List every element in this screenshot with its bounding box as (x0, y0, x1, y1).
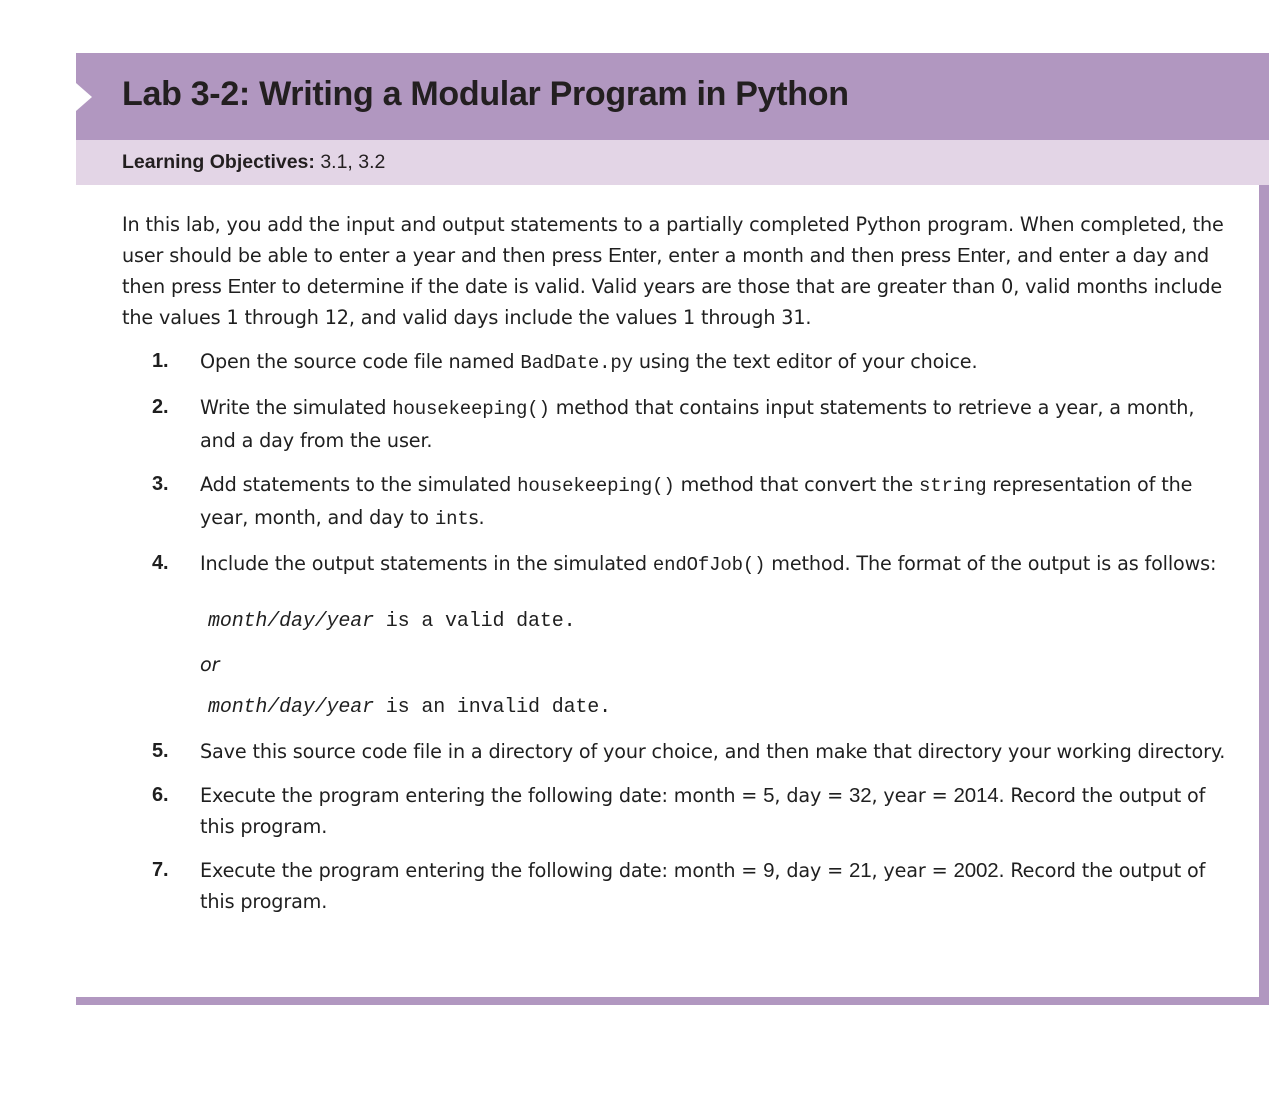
step-text: , day = (774, 784, 849, 807)
step-text: method that convert the (674, 473, 920, 496)
intro-paragraph (122, 209, 1234, 333)
year-value: 2002 (953, 859, 999, 882)
intro-text-3: , and enter a day and then press (122, 244, 1210, 298)
step-4 (122, 548, 1234, 723)
step-text: method that contains input statements to retrieve a year, a month, and a day from the user. (200, 396, 1195, 452)
enter-key-1: Enter (608, 244, 657, 267)
enter-key-2: Enter (956, 244, 1006, 267)
month-value: 5 (763, 784, 775, 807)
objectives-value: 3.1, 3.2 (320, 151, 386, 173)
step-text: Execute the program entering the following date: month = (200, 859, 764, 882)
day-value: 21 (849, 859, 872, 882)
sample-output-invalid (208, 692, 1234, 723)
step-text: , year = (871, 784, 954, 807)
objectives-label: Learning Objectives: (122, 151, 315, 173)
lab-box (76, 53, 1269, 1005)
step-text: representation of the year, month, and day to (200, 473, 1193, 529)
step-6 (122, 780, 1234, 842)
code-type: int (434, 508, 469, 530)
year-value: 2014 (953, 784, 999, 807)
month-value: 9 (763, 859, 775, 882)
step-number: 2. (152, 396, 169, 418)
sample-variable: month/day/year (208, 696, 374, 719)
step-text: Add statements to the simulated (200, 473, 518, 496)
step-text: Execute the program entering the following date: month = (200, 784, 764, 807)
learning-objectives (122, 151, 385, 174)
step-number: 6. (152, 784, 169, 806)
or-separator: or (200, 653, 220, 676)
code-method: endOfJob() (652, 554, 766, 576)
step-1 (122, 346, 1234, 379)
step-text: , day = (774, 859, 849, 882)
step-5 (122, 736, 1234, 767)
step-text: Include the output statements in the simulated (200, 552, 653, 575)
sample-variable: month/day/year (208, 610, 374, 633)
enter-key-3: Enter (227, 275, 276, 298)
step-text: Write the simulated (200, 396, 393, 419)
step-number: 4. (152, 552, 169, 574)
step-number: 3. (152, 473, 169, 495)
title-bar (76, 53, 1269, 140)
step-text: , year = (871, 859, 954, 882)
steps-list (122, 346, 1234, 917)
title-notch-marker (76, 83, 92, 111)
sample-output-valid (208, 606, 1234, 637)
step-text: Save this source code file in a directory of your choice, and then make that directory your working directory. (200, 740, 1226, 763)
step-text: method. The format of the output is as follows: (765, 552, 1217, 575)
step-text: using the text editor of your choice. (632, 350, 978, 373)
code-method: housekeeping() (392, 398, 550, 420)
step-number: 7. (152, 859, 169, 881)
code-filename: BadDate.py (520, 352, 633, 374)
page-title: Lab 3-2: Writing a Modular Program in Python (122, 75, 849, 113)
intro-text-2: , enter a month and then press (656, 244, 957, 267)
step-2 (122, 392, 1234, 456)
step-number: 1. (152, 350, 169, 372)
step-7 (122, 855, 1234, 917)
step-3 (122, 469, 1234, 535)
step-text: Open the source code file named (200, 350, 521, 373)
intro-text-1: In this lab, you add the input and output statements to a partially completed Python program. When completed, the user should be able to enter a year and then press (122, 213, 1224, 267)
objectives-bar (76, 140, 1269, 185)
step-text: s. (468, 506, 485, 529)
intro-text-4: to determine if the date is valid. Valid years are those that are greater than 0, valid months include the values 1 through 12, and valid days include the values 1 through 31. (122, 275, 1223, 329)
step-number: 5. (152, 740, 169, 762)
step-text: . Record the output of this program. (200, 784, 1206, 838)
sample-text: is a valid date. (373, 610, 576, 633)
bottom-border (76, 997, 1269, 1005)
lab-content (122, 209, 1234, 930)
sample-text: is an invalid date. (373, 696, 611, 719)
code-method: housekeeping() (517, 475, 675, 497)
right-border (1259, 185, 1269, 1005)
day-value: 32 (849, 784, 872, 807)
step-text: . Record the output of this program. (200, 859, 1206, 913)
code-type: string (919, 475, 987, 497)
